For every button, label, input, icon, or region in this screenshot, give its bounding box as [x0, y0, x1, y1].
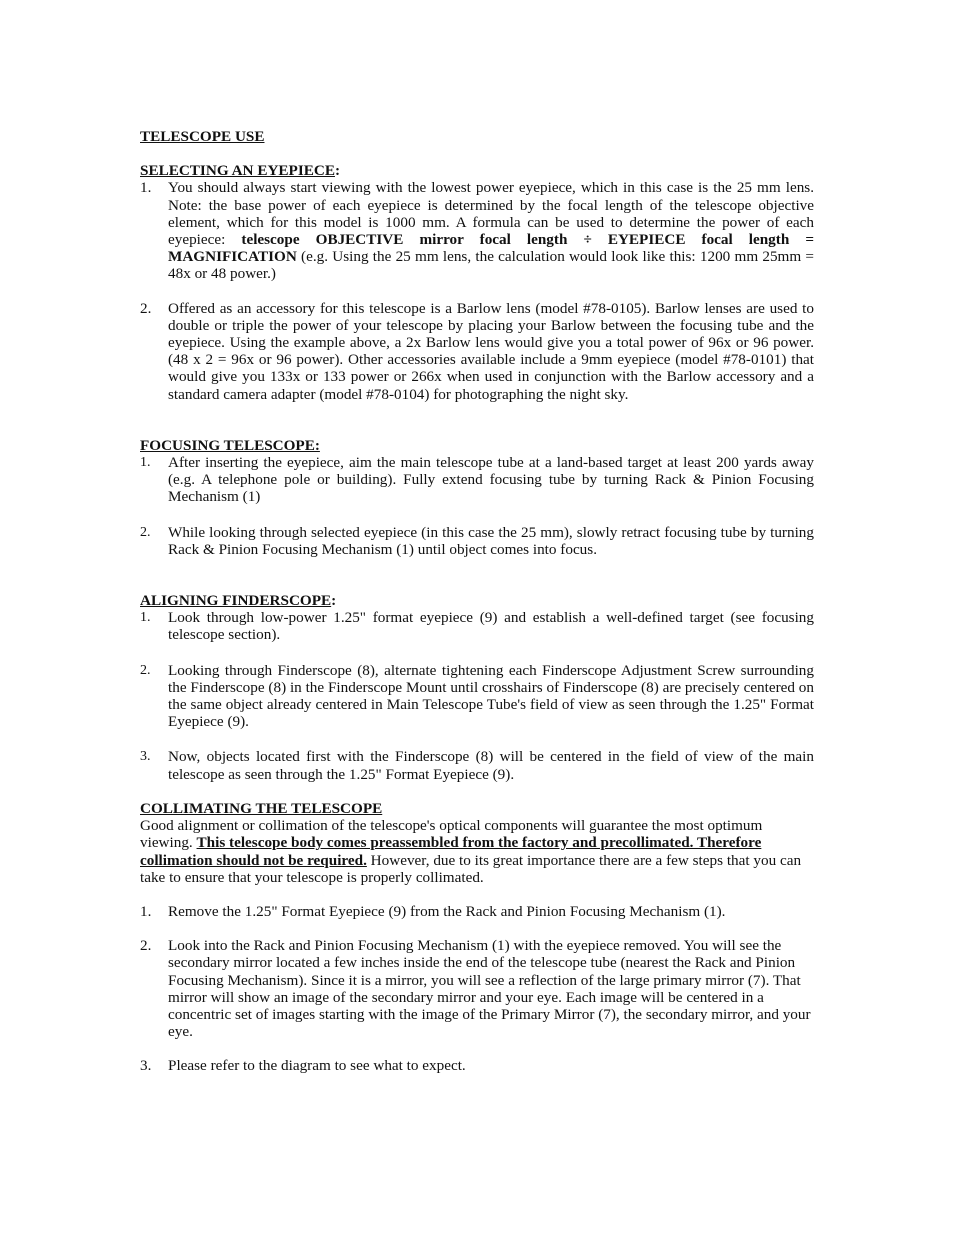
list-item [140, 609, 814, 643]
focusing-list [140, 454, 814, 558]
list-item [140, 179, 814, 282]
list-item-text-a: You should always start viewing with the lowest power eyepiece, which in this case is the 25 mm lens. Note: the base power of each eyepiece is determined by the focal length of the telescope objective element, which for this model is 1000 mm. A formula can be used to determine the power of each eyepiece: [168, 179, 814, 249]
list-item [140, 300, 814, 403]
list-item-number: 2. [140, 662, 151, 678]
intro-text-b: However, due to its great importance there are a few steps that you can take to ensure that your telescope is properly collimated. [140, 851, 802, 886]
list-item-text-b: (e.g. Using the 25 mm lens, the calculation would look like this: 1200 mm 25mm = 48x or 48 power.) [168, 248, 814, 283]
list-item-number: 2. [140, 524, 151, 540]
list-item [140, 454, 814, 506]
list-item-text: Offered as an accessory for this telescope is a Barlow lens (model #78-0105). Barlow lenses are used to double or triple the power of your telescope by placing your Barlow between the focusing tube and the eyepiece. Using the example above, a 2x Barlow lens would give you a total power of 96x or 96 power. (48 x 2 = 96x or 96 power). Other accessories available include a 9mm eyepiece (model #78-0101) that would give you 133x or 133 power or 266x when used in conjunction with the Barlow accessory and a standard camera adapter (model #78-0104) for photographing the night sky. [168, 299, 814, 403]
collimation-intro [140, 817, 814, 886]
finderscope-list [140, 609, 814, 783]
list-item-text [168, 179, 814, 282]
section-heading-colon: : [334, 162, 341, 180]
document-page [140, 128, 814, 1075]
list-item-number: 2. [140, 299, 152, 317]
list-item-number: 3. [140, 1057, 152, 1075]
section-heading-aligning [140, 592, 814, 609]
list-item-number: 3. [140, 749, 151, 765]
list-item-text: Remove the 1.25" Format Eyepiece (9) from the Rack and Pinion Focusing Mechanism (1). [168, 902, 726, 920]
section-heading-text: SELECTING AN EYEPIECE [140, 162, 335, 180]
section-heading-collimating [140, 800, 814, 817]
list-item [140, 524, 814, 558]
list-item-text: While looking through selected eyepiece (in this case the 25 mm), slowly retract focusing tube by turning Rack & Pinion Focusing Mechanism (1) until object comes into focus. [168, 523, 814, 558]
section-heading-selecting-eyepiece [140, 162, 814, 179]
list-item-number: 1. [140, 455, 151, 471]
list-item-number: 1. [140, 179, 152, 197]
intro-emphasis: This telescope body comes preassembled from the factory and precollimated. Therefore collimation should not be required. [140, 834, 762, 869]
list-item [140, 1057, 814, 1074]
intro-text-a: Good alignment or collimation of the telescope's optical components will guarantee the most optimum viewing. [140, 817, 763, 852]
section-heading-text: ALIGNING FINDERSCOPE [140, 592, 332, 610]
section-heading-text: COLLIMATING THE TELESCOPE [140, 799, 383, 817]
list-item [140, 937, 814, 1040]
list-item [140, 748, 814, 782]
collimation-list [140, 903, 814, 1075]
list-item-text: Looking through Finderscope (8), alternate tightening each Finderscope Adjustment Screw surrounding the Finderscope (8) in the Finderscope Mount until crosshairs of Finderscope (8) are precisely centered on the same object already centered in Main Telescope Tube's field of view as seen through the 1.25" Format Eyepiece (9). [168, 661, 814, 731]
page-title: TELESCOPE USE [140, 128, 265, 145]
list-item [140, 662, 814, 731]
eyepiece-list [140, 179, 814, 402]
list-item-text: Now, objects located first with the Finderscope (8) will be centered in the field of view of the main telescope as seen through the 1.25" Format Eyepiece (9). [168, 748, 814, 783]
list-item-number: 1. [140, 610, 151, 626]
list-item-number: 1. [140, 902, 152, 920]
section-heading-text: FOCUSING TELESCOPE: [140, 436, 320, 454]
list-item-text: After inserting the eyepiece, aim the main telescope tube at a land-based target at least 200 yards away (e.g. A telephone pole or building). Fully extend focusing tube by turning Rack & Pinion Focusing Mechanism (1) [168, 454, 814, 506]
list-item-text: Look through low-power 1.25" format eyepiece (9) and establish a well-defined target (see focusing telescope section). [168, 609, 814, 644]
magnification-formula: telescope OBJECTIVE mirror focal length ÷ EYEPIECE focal length = MAGNIFICATION [168, 231, 814, 266]
section-heading-colon: : [331, 592, 337, 610]
list-item-text: Look into the Rack and Pinion Focusing Mechanism (1) with the eyepiece removed. You will see the secondary mirror located a few inches inside the end of the telescope tube (nearest the Rack and Pinion Focusing Mechanism). Since it is a mirror, you will see a reflection of the large primary mirror (7). That mirror will show an image of the secondary mirror and your eye. Each image will be centered in a concentric set of images starting with the image of the Primary Mirror (7), the secondary mirror, and your eye. [168, 937, 811, 1041]
list-item-text: Please refer to the diagram to see what to expect. [168, 1057, 466, 1075]
list-item-number: 2. [140, 937, 152, 955]
list-item [140, 903, 814, 920]
section-heading-focusing [140, 437, 814, 454]
